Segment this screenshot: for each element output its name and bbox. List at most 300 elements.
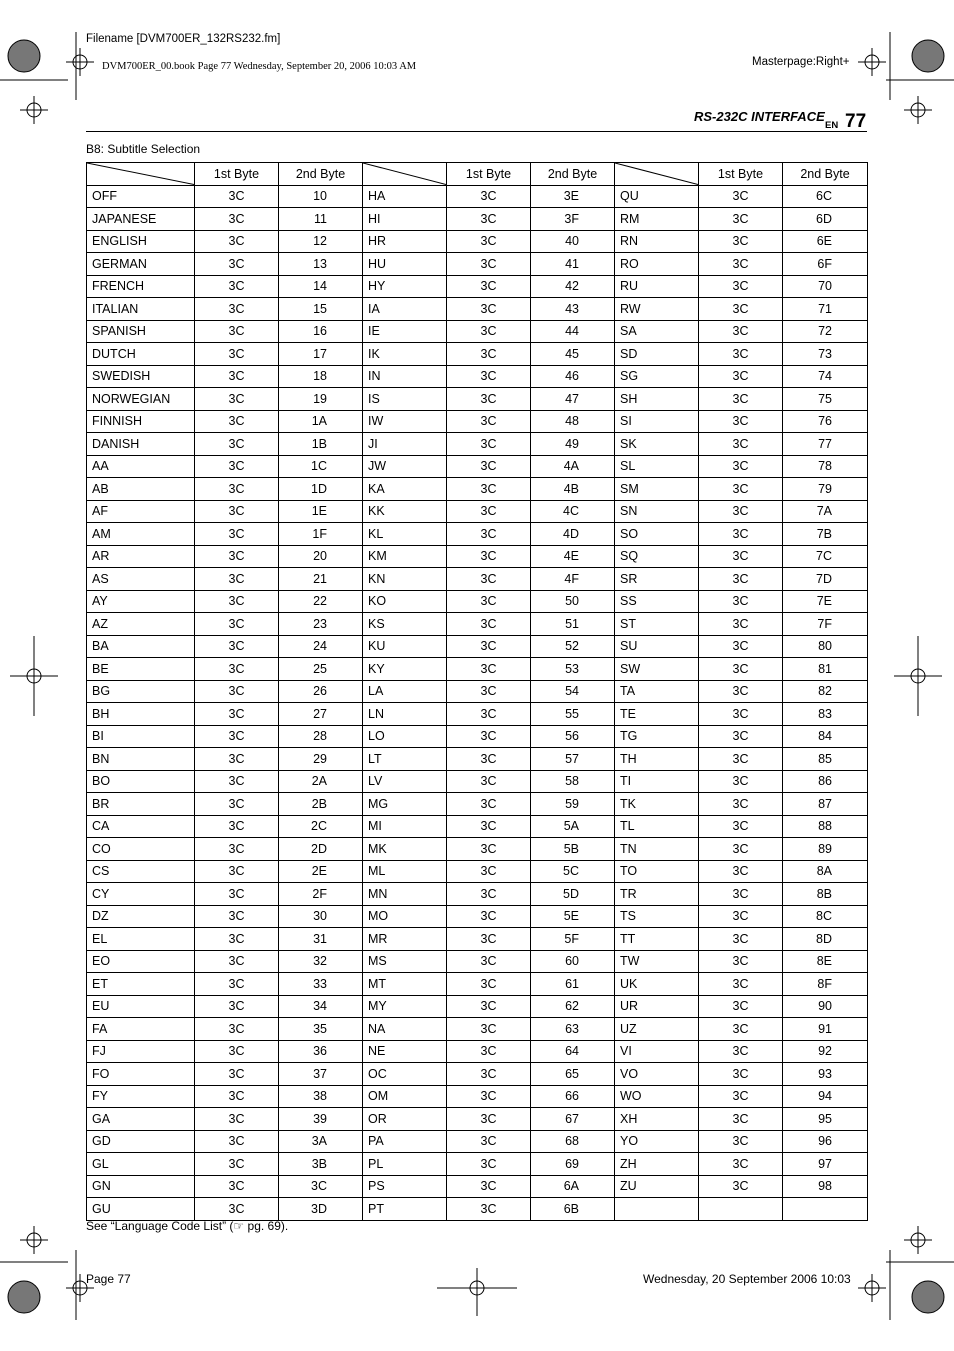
language-code-cell: SA — [615, 320, 699, 343]
second-byte-cell: 47 — [531, 388, 615, 411]
language-code-cell: KM — [363, 545, 447, 568]
second-byte-cell: 3C — [279, 1175, 363, 1198]
second-byte-cell: 66 — [531, 1085, 615, 1108]
second-byte-cell: 3B — [279, 1153, 363, 1176]
second-byte-cell: 17 — [279, 343, 363, 366]
second-byte-cell: 8B — [783, 883, 868, 906]
language-code-cell: SWEDISH — [87, 365, 195, 388]
registration-burst-icon — [8, 40, 40, 72]
second-byte-cell: 88 — [783, 815, 868, 838]
language-code-cell: GN — [87, 1175, 195, 1198]
footnote: See “Language Code List” (☞ pg. 69). — [86, 1219, 289, 1233]
language-code-cell: TW — [615, 950, 699, 973]
first-byte-cell: 3C — [447, 860, 531, 883]
first-byte-cell: 3C — [447, 388, 531, 411]
first-byte-cell: 3C — [195, 995, 279, 1018]
language-code-cell: TN — [615, 838, 699, 861]
first-byte-cell: 3C — [447, 275, 531, 298]
diagonal-divider — [87, 163, 194, 185]
language-code-cell: OC — [363, 1063, 447, 1086]
first-byte-cell: 3C — [447, 433, 531, 456]
first-byte-cell: 3C — [447, 995, 531, 1018]
first-byte-cell: 3C — [195, 253, 279, 276]
first-byte-cell: 3C — [447, 905, 531, 928]
diagonal-divider — [615, 163, 698, 185]
second-byte-cell: 6A — [531, 1175, 615, 1198]
first-byte-cell: 3C — [195, 838, 279, 861]
language-code-cell: MY — [363, 995, 447, 1018]
table-row — [87, 883, 868, 906]
first-byte-cell: 3C — [195, 973, 279, 996]
first-byte-cell: 3C — [195, 658, 279, 681]
first-byte-cell: 3C — [447, 365, 531, 388]
first-byte-cell: 3C — [195, 1198, 279, 1221]
language-code-cell: SG — [615, 365, 699, 388]
first-byte-cell: 3C — [195, 365, 279, 388]
second-byte-cell: 58 — [531, 770, 615, 793]
first-byte-cell: 3C — [195, 185, 279, 208]
second-byte-cell: 53 — [531, 658, 615, 681]
first-byte-cell: 3C — [195, 230, 279, 253]
language-code-cell: GD — [87, 1130, 195, 1153]
table-row — [87, 703, 868, 726]
first-byte-cell: 3C — [195, 545, 279, 568]
language-code-cell: NE — [363, 1040, 447, 1063]
table-row — [87, 568, 868, 591]
second-byte-cell: 71 — [783, 298, 868, 321]
second-byte-cell: 93 — [783, 1063, 868, 1086]
first-byte-cell: 3C — [195, 500, 279, 523]
second-byte-cell: 74 — [783, 365, 868, 388]
first-byte-cell: 3C — [195, 208, 279, 231]
language-code-cell: ST — [615, 613, 699, 636]
language-code-cell: RW — [615, 298, 699, 321]
first-byte-cell: 3C — [699, 590, 783, 613]
table-row — [87, 1198, 868, 1221]
language-code-cell: IN — [363, 365, 447, 388]
first-byte-cell: 3C — [195, 950, 279, 973]
second-byte-cell: 16 — [279, 320, 363, 343]
second-byte-cell: 44 — [531, 320, 615, 343]
first-byte-cell: 3C — [699, 905, 783, 928]
table-row — [87, 1130, 868, 1153]
first-byte-cell: 3C — [699, 725, 783, 748]
first-byte-cell: 3C — [699, 1063, 783, 1086]
first-byte-cell: 3C — [699, 793, 783, 816]
second-byte-cell: 1C — [279, 455, 363, 478]
first-byte-cell: 3C — [195, 410, 279, 433]
first-byte-cell: 3C — [447, 883, 531, 906]
language-code-cell: ENGLISH — [87, 230, 195, 253]
language-code-cell: AM — [87, 523, 195, 546]
second-byte-cell: 57 — [531, 748, 615, 771]
first-byte-cell: 3C — [447, 253, 531, 276]
second-byte-cell: 41 — [531, 253, 615, 276]
language-code-cell: SI — [615, 410, 699, 433]
header-book-info: DVM700ER_00.book Page 77 Wednesday, September 20, 2006 10:03 AM — [102, 61, 417, 72]
second-byte-cell: 6E — [783, 230, 868, 253]
second-byte-cell: 5D — [531, 883, 615, 906]
first-byte-cell: 3C — [699, 500, 783, 523]
table-row — [87, 928, 868, 951]
language-code-cell: BG — [87, 680, 195, 703]
table-row — [87, 275, 868, 298]
first-byte-cell: 3C — [195, 523, 279, 546]
header-first-byte: 1st Byte — [195, 163, 279, 186]
second-byte-cell: 8C — [783, 905, 868, 928]
table-row — [87, 635, 868, 658]
second-byte-cell: 42 — [531, 275, 615, 298]
language-code-cell: KL — [363, 523, 447, 546]
first-byte-cell: 3C — [447, 568, 531, 591]
second-byte-cell: 6B — [531, 1198, 615, 1221]
first-byte-cell: 3C — [447, 230, 531, 253]
language-code-cell: SH — [615, 388, 699, 411]
language-code-cell: KO — [363, 590, 447, 613]
language-code-cell: AA — [87, 455, 195, 478]
second-byte-cell: 12 — [279, 230, 363, 253]
first-byte-cell: 3C — [447, 748, 531, 771]
language-code-cell: JAPANESE — [87, 208, 195, 231]
second-byte-cell: 5A — [531, 815, 615, 838]
header-rule — [86, 131, 867, 132]
second-byte-cell: 78 — [783, 455, 868, 478]
second-byte-cell: 22 — [279, 590, 363, 613]
first-byte-cell: 3C — [699, 365, 783, 388]
second-byte-cell: 46 — [531, 365, 615, 388]
second-byte-cell: 32 — [279, 950, 363, 973]
language-code-cell — [615, 1198, 699, 1221]
second-byte-cell: 87 — [783, 793, 868, 816]
second-byte-cell: 25 — [279, 658, 363, 681]
language-code-cell: IW — [363, 410, 447, 433]
header-filename: Filename [DVM700ER_132RS232.fm] — [86, 33, 281, 45]
second-byte-cell: 14 — [279, 275, 363, 298]
first-byte-cell: 3C — [195, 770, 279, 793]
first-byte-cell: 3C — [195, 748, 279, 771]
first-byte-cell: 3C — [195, 815, 279, 838]
second-byte-cell: 69 — [531, 1153, 615, 1176]
language-code-cell: DUTCH — [87, 343, 195, 366]
second-byte-cell: 7B — [783, 523, 868, 546]
second-byte-cell: 4D — [531, 523, 615, 546]
first-byte-cell: 3C — [699, 523, 783, 546]
first-byte-cell: 3C — [699, 1085, 783, 1108]
first-byte-cell: 3C — [699, 320, 783, 343]
second-byte-cell: 3E — [531, 185, 615, 208]
first-byte-cell: 3C — [195, 1085, 279, 1108]
second-byte-cell: 2E — [279, 860, 363, 883]
table-row — [87, 995, 868, 1018]
language-code-cell: HR — [363, 230, 447, 253]
table-header-row — [87, 163, 868, 186]
first-byte-cell: 3C — [699, 298, 783, 321]
language-code-cell: MR — [363, 928, 447, 951]
first-byte-cell: 3C — [195, 635, 279, 658]
second-byte-cell: 82 — [783, 680, 868, 703]
first-byte-cell: 3C — [447, 703, 531, 726]
first-byte-cell: 3C — [195, 1153, 279, 1176]
first-byte-cell: 3C — [699, 478, 783, 501]
language-code-cell: HU — [363, 253, 447, 276]
language-code-cell: SN — [615, 500, 699, 523]
first-byte-cell: 3C — [195, 298, 279, 321]
language-code-cell: RO — [615, 253, 699, 276]
second-byte-cell: 83 — [783, 703, 868, 726]
second-byte-cell: 19 — [279, 388, 363, 411]
first-byte-cell: 3C — [447, 343, 531, 366]
table-row — [87, 1085, 868, 1108]
first-byte-cell: 3C — [447, 770, 531, 793]
first-byte-cell: 3C — [195, 275, 279, 298]
language-code-cell: SR — [615, 568, 699, 591]
language-code-cell: TS — [615, 905, 699, 928]
first-byte-cell: 3C — [195, 1040, 279, 1063]
second-byte-cell: 72 — [783, 320, 868, 343]
first-byte-cell: 3C — [699, 1153, 783, 1176]
language-code-cell: AR — [87, 545, 195, 568]
table-row — [87, 590, 868, 613]
first-byte-cell: 3C — [447, 1063, 531, 1086]
second-byte-cell: 4B — [531, 478, 615, 501]
first-byte-cell: 3C — [699, 455, 783, 478]
table-body — [87, 185, 868, 1220]
language-code-cell: AY — [87, 590, 195, 613]
second-byte-cell: 84 — [783, 725, 868, 748]
table-row — [87, 748, 868, 771]
first-byte-cell: 3C — [195, 478, 279, 501]
diagonal-divider — [363, 163, 446, 185]
second-byte-cell: 50 — [531, 590, 615, 613]
first-byte-cell: 3C — [699, 343, 783, 366]
language-code-cell: LA — [363, 680, 447, 703]
first-byte-cell — [699, 1198, 783, 1221]
language-code-cell: JW — [363, 455, 447, 478]
language-code-cell: FY — [87, 1085, 195, 1108]
first-byte-cell: 3C — [699, 1130, 783, 1153]
second-byte-cell: 59 — [531, 793, 615, 816]
language-code-cell: TK — [615, 793, 699, 816]
second-byte-cell: 4E — [531, 545, 615, 568]
language-code-cell: SS — [615, 590, 699, 613]
first-byte-cell: 3C — [699, 838, 783, 861]
language-code-cell: BN — [87, 748, 195, 771]
second-byte-cell: 49 — [531, 433, 615, 456]
second-byte-cell: 92 — [783, 1040, 868, 1063]
header-second-byte: 2nd Byte — [783, 163, 868, 186]
language-code-cell: FINNISH — [87, 410, 195, 433]
table-row — [87, 815, 868, 838]
language-code-cell: HI — [363, 208, 447, 231]
first-byte-cell: 3C — [699, 275, 783, 298]
first-byte-cell: 3C — [699, 635, 783, 658]
language-code-cell: OM — [363, 1085, 447, 1108]
first-byte-cell: 3C — [699, 928, 783, 951]
table-row — [87, 208, 868, 231]
first-byte-cell: 3C — [447, 973, 531, 996]
second-byte-cell: 89 — [783, 838, 868, 861]
second-byte-cell: 33 — [279, 973, 363, 996]
language-code-cell: BO — [87, 770, 195, 793]
table-row — [87, 1063, 868, 1086]
first-byte-cell: 3C — [447, 298, 531, 321]
second-byte-cell: 91 — [783, 1018, 868, 1041]
table-row — [87, 725, 868, 748]
second-byte-cell: 45 — [531, 343, 615, 366]
language-code-cell: MK — [363, 838, 447, 861]
second-byte-cell: 67 — [531, 1108, 615, 1131]
second-byte-cell: 55 — [531, 703, 615, 726]
language-code-cell: RM — [615, 208, 699, 231]
second-byte-cell: 76 — [783, 410, 868, 433]
second-byte-cell: 35 — [279, 1018, 363, 1041]
first-byte-cell: 3C — [447, 523, 531, 546]
second-byte-cell: 31 — [279, 928, 363, 951]
first-byte-cell: 3C — [447, 208, 531, 231]
language-code-cell: PS — [363, 1175, 447, 1198]
table-row — [87, 523, 868, 546]
language-code-cell: SU — [615, 635, 699, 658]
table-caption: B8: Subtitle Selection — [86, 142, 201, 156]
language-code-cell: LO — [363, 725, 447, 748]
first-byte-cell: 3C — [699, 748, 783, 771]
table-row — [87, 838, 868, 861]
second-byte-cell: 2B — [279, 793, 363, 816]
first-byte-cell: 3C — [699, 1040, 783, 1063]
table-row — [87, 658, 868, 681]
second-byte-cell: 15 — [279, 298, 363, 321]
first-byte-cell: 3C — [699, 950, 783, 973]
second-byte-cell: 36 — [279, 1040, 363, 1063]
language-code-cell: QU — [615, 185, 699, 208]
first-byte-cell: 3C — [447, 185, 531, 208]
table-row — [87, 388, 868, 411]
table-row — [87, 1175, 868, 1198]
first-byte-cell: 3C — [447, 928, 531, 951]
second-byte-cell: 63 — [531, 1018, 615, 1041]
language-code-cell: MI — [363, 815, 447, 838]
second-byte-cell: 62 — [531, 995, 615, 1018]
language-code-cell: FRENCH — [87, 275, 195, 298]
second-byte-cell: 7E — [783, 590, 868, 613]
first-byte-cell: 3C — [195, 680, 279, 703]
second-byte-cell: 40 — [531, 230, 615, 253]
language-code-cell: FA — [87, 1018, 195, 1041]
section-language-tag: EN — [825, 120, 839, 131]
table-row — [87, 545, 868, 568]
first-byte-cell: 3C — [447, 1085, 531, 1108]
language-code-cell: IE — [363, 320, 447, 343]
table-row — [87, 613, 868, 636]
second-byte-cell: 96 — [783, 1130, 868, 1153]
language-code-cell: VI — [615, 1040, 699, 1063]
first-byte-cell: 3C — [447, 613, 531, 636]
first-byte-cell: 3C — [195, 433, 279, 456]
table-row — [87, 253, 868, 276]
second-byte-cell: 79 — [783, 478, 868, 501]
header-corner-cell — [87, 163, 195, 186]
first-byte-cell: 3C — [699, 433, 783, 456]
second-byte-cell: 43 — [531, 298, 615, 321]
language-code-cell: SQ — [615, 545, 699, 568]
page-number: 77 — [845, 111, 867, 132]
second-byte-cell: 37 — [279, 1063, 363, 1086]
first-byte-cell: 3C — [447, 815, 531, 838]
second-byte-cell: 7F — [783, 613, 868, 636]
second-byte-cell: 5C — [531, 860, 615, 883]
language-code-cell: MG — [363, 793, 447, 816]
first-byte-cell: 3C — [447, 545, 531, 568]
language-code-cell: ITALIAN — [87, 298, 195, 321]
second-byte-cell: 86 — [783, 770, 868, 793]
first-byte-cell: 3C — [699, 185, 783, 208]
second-byte-cell: 11 — [279, 208, 363, 231]
first-byte-cell: 3C — [195, 725, 279, 748]
first-byte-cell: 3C — [699, 995, 783, 1018]
first-byte-cell: 3C — [195, 1108, 279, 1131]
language-code-cell: AS — [87, 568, 195, 591]
second-byte-cell: 4A — [531, 455, 615, 478]
first-byte-cell: 3C — [447, 680, 531, 703]
first-byte-cell: 3C — [447, 658, 531, 681]
language-code-cell: BA — [87, 635, 195, 658]
language-code-cell: BR — [87, 793, 195, 816]
first-byte-cell: 3C — [195, 703, 279, 726]
table-row — [87, 1040, 868, 1063]
table-row — [87, 680, 868, 703]
language-code-cell: BE — [87, 658, 195, 681]
language-code-cell: GERMAN — [87, 253, 195, 276]
second-byte-cell: 2F — [279, 883, 363, 906]
language-code-cell: GU — [87, 1198, 195, 1221]
language-code-cell: HA — [363, 185, 447, 208]
second-byte-cell: 48 — [531, 410, 615, 433]
language-code-cell: RN — [615, 230, 699, 253]
first-byte-cell: 3C — [195, 1063, 279, 1086]
language-code-cell: PL — [363, 1153, 447, 1176]
second-byte-cell: 6D — [783, 208, 868, 231]
first-byte-cell: 3C — [195, 883, 279, 906]
language-code-cell: YO — [615, 1130, 699, 1153]
first-byte-cell: 3C — [699, 208, 783, 231]
language-code-cell: AZ — [87, 613, 195, 636]
first-byte-cell: 3C — [195, 590, 279, 613]
language-code-cell: EO — [87, 950, 195, 973]
language-code-cell: OR — [363, 1108, 447, 1131]
first-byte-cell: 3C — [447, 1153, 531, 1176]
first-byte-cell: 3C — [195, 1130, 279, 1153]
first-byte-cell: 3C — [699, 388, 783, 411]
first-byte-cell: 3C — [699, 1108, 783, 1131]
first-byte-cell: 3C — [699, 1018, 783, 1041]
first-byte-cell: 3C — [699, 703, 783, 726]
second-byte-cell: 3D — [279, 1198, 363, 1221]
first-byte-cell: 3C — [447, 320, 531, 343]
second-byte-cell: 7A — [783, 500, 868, 523]
second-byte-cell: 68 — [531, 1130, 615, 1153]
language-code-cell: DZ — [87, 905, 195, 928]
second-byte-cell: 4F — [531, 568, 615, 591]
table-row — [87, 478, 868, 501]
first-byte-cell: 3C — [447, 1198, 531, 1221]
first-byte-cell: 3C — [447, 950, 531, 973]
language-code-cell: VO — [615, 1063, 699, 1086]
language-code-cell: KA — [363, 478, 447, 501]
language-code-cell: TT — [615, 928, 699, 951]
second-byte-cell: 2A — [279, 770, 363, 793]
language-code-cell: IA — [363, 298, 447, 321]
language-code-cell: EL — [87, 928, 195, 951]
